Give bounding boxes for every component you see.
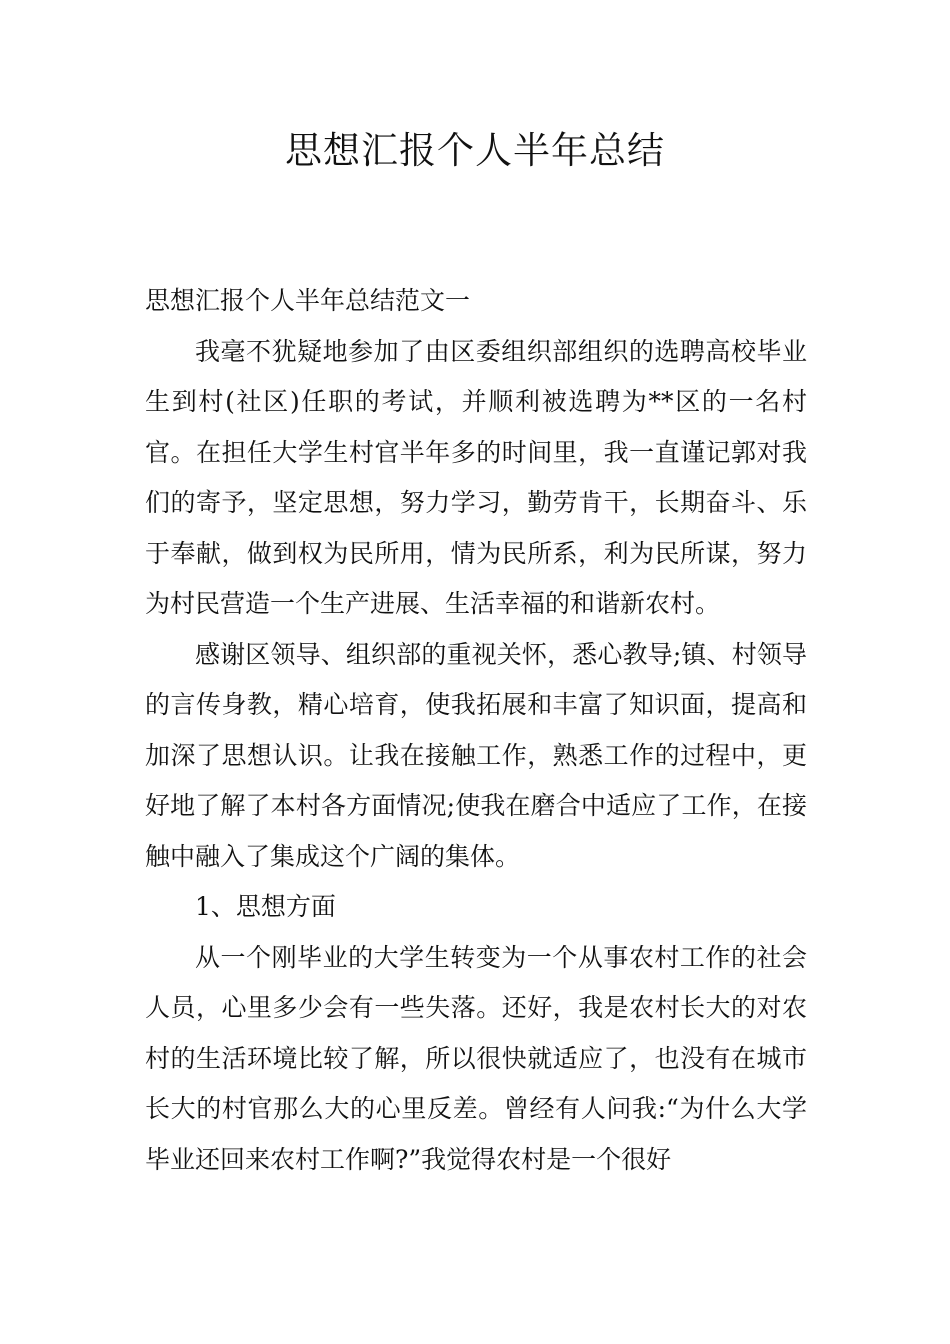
document-body (145, 276, 807, 1185)
paragraph-1: 我毫不犹疑地参加了由区委组织部组织的选聘高校毕业生到村(社区)任职的考试，并顺利被选聘为**区的一名村官。在担任大学生村官半年多的时间里，我一直谨记郭对我们的寄予，坚定思想，努力学习，勤劳肯干，长期奋斗、乐于奉献，做到权为民所用，情为民所系，利为民所谋，努力为村民营造一个生产进展、生活幸福的和谐新农村。 (145, 336, 807, 618)
subheading-thought: 1、思想方面 (195, 892, 336, 921)
paragraph-3: 从一个刚毕业的大学生转变为一个从事农村工作的社会人员，心里多少会有一些失落。还好，我是农村长大的对农村的生活环境比较了解，所以很快就适应了，也没有在城市长大的村官那么大的心里反差。曾经有人问我:“为什么大学毕业还回来农村工作啊?”我觉得农村是一个很好 (145, 942, 807, 1174)
section-heading: 思想汇报个人半年总结范文一 (145, 286, 471, 315)
paragraph-2: 感谢区领导、组织部的重视关怀，悉心教导;镇、村领导的言传身教，精心培育，使我拓展和丰富了知识面，提高和加深了思想认识。让我在接触工作，熟悉工作的过程中，更好地了解了本村各方面情况;使我在磨合中适应了工作，在接触中融入了集成这个广阔的集体。 (145, 639, 807, 871)
document-title: 思想汇报个人半年总结 (285, 129, 665, 172)
